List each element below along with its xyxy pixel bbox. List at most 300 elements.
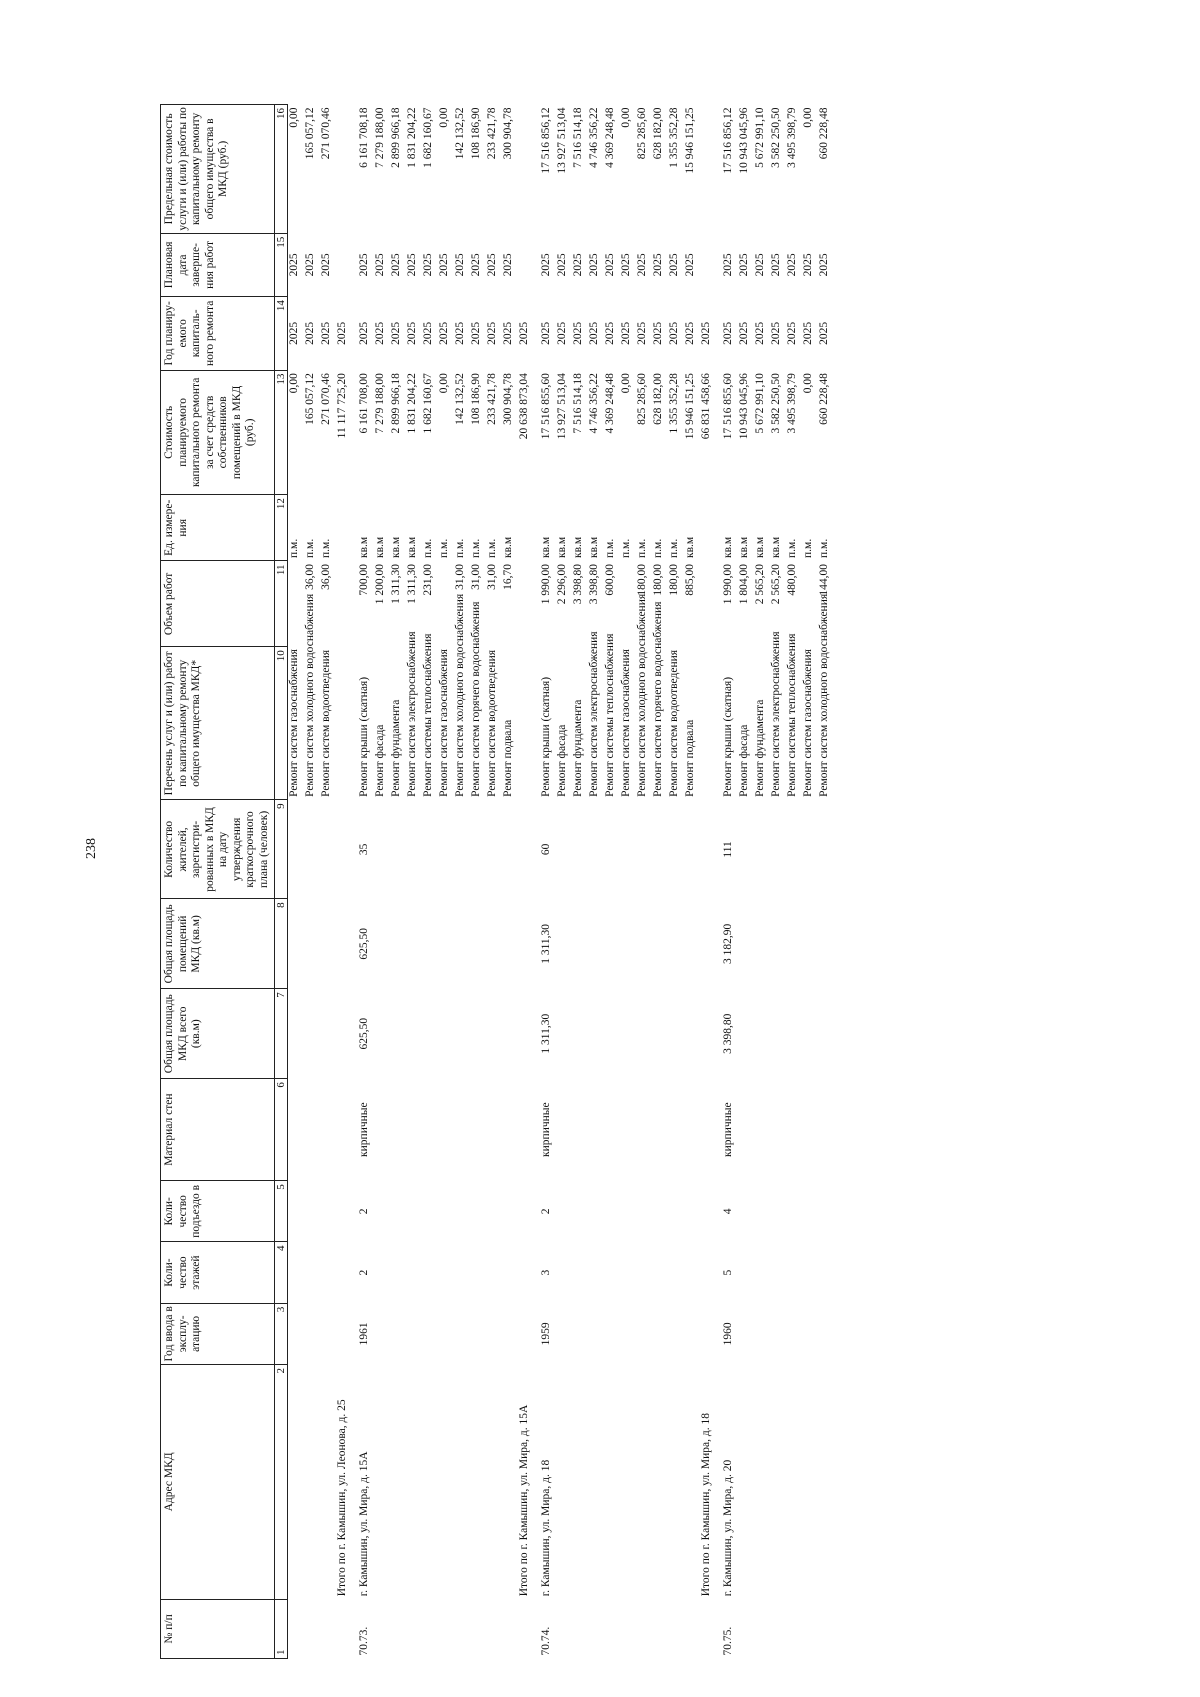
limit-cost xyxy=(518,105,534,234)
planned-year: 2025 xyxy=(358,321,371,345)
wall-material xyxy=(604,1079,620,1181)
row-number xyxy=(374,1599,390,1658)
floors xyxy=(668,1242,684,1303)
limit-cost: 3 582 250,50 xyxy=(770,107,783,168)
column-number: 14 xyxy=(274,297,288,371)
work-volume: 2 296,00 xyxy=(556,563,569,605)
wall-material: кирпичные xyxy=(358,1102,371,1157)
work-volume: 31,00 xyxy=(454,563,467,590)
area-total xyxy=(786,989,802,1079)
planned-year: 2025 xyxy=(470,321,483,345)
entrances: 2 xyxy=(540,1208,553,1215)
floors xyxy=(304,1242,320,1303)
residents xyxy=(438,800,454,899)
total-year: 2025 xyxy=(336,321,349,345)
area-total xyxy=(390,989,406,1079)
repair-cost: 10 943 045,96 xyxy=(738,373,751,440)
table-row xyxy=(604,105,620,1659)
work-volume: 1 804,00 xyxy=(738,563,751,605)
unit: кв.м xyxy=(374,536,387,558)
residents xyxy=(620,800,636,899)
wall-material xyxy=(556,1079,572,1181)
unit: п.м. xyxy=(304,538,317,558)
total-row xyxy=(336,105,352,1659)
table-row xyxy=(470,105,486,1659)
limit-cost: 0,00 xyxy=(620,107,633,128)
floors xyxy=(786,1242,802,1303)
work-item: Ремонт систем холодного водоснабжения xyxy=(304,593,317,797)
area-rooms xyxy=(374,899,390,989)
floors xyxy=(604,1242,620,1303)
area-rooms xyxy=(422,899,438,989)
address xyxy=(556,1364,572,1599)
end-date: 2025 xyxy=(470,253,483,277)
entrances xyxy=(470,1181,486,1242)
planned-year: 2025 xyxy=(320,321,333,345)
area-rooms xyxy=(620,899,636,989)
unit xyxy=(700,495,716,561)
unit: кв.м xyxy=(502,536,515,558)
work-volume: 1 200,00 xyxy=(374,563,387,605)
entrances xyxy=(422,1181,438,1242)
address xyxy=(786,1364,802,1599)
wall-material xyxy=(454,1079,470,1181)
year-built xyxy=(406,1303,422,1364)
work-volume xyxy=(438,561,454,647)
planned-year: 2025 xyxy=(802,321,815,345)
wall-material xyxy=(422,1079,438,1181)
area-total xyxy=(470,989,486,1079)
year-built xyxy=(454,1303,470,1364)
address xyxy=(502,1364,518,1599)
work-volume: 700,00 xyxy=(358,563,371,596)
repair-cost: 6 161 708,00 xyxy=(358,373,371,434)
floors xyxy=(406,1242,422,1303)
address xyxy=(636,1364,652,1599)
planned-year: 2025 xyxy=(454,321,467,345)
unit: кв.м xyxy=(684,536,697,558)
header-cell: № п/п xyxy=(161,1599,275,1658)
address xyxy=(390,1364,406,1599)
limit-cost: 142 132,52 xyxy=(454,107,467,160)
wall-material xyxy=(818,1079,834,1181)
wall-material xyxy=(304,1079,320,1181)
entrances xyxy=(438,1181,454,1242)
address xyxy=(374,1364,390,1599)
planned-year: 2025 xyxy=(604,321,617,345)
floors xyxy=(288,1242,305,1303)
floors: 5 xyxy=(722,1269,735,1276)
floors xyxy=(802,1242,818,1303)
work-volume xyxy=(700,561,716,647)
area-total xyxy=(438,989,454,1079)
unit xyxy=(336,495,352,561)
residents xyxy=(572,800,588,899)
residents xyxy=(454,800,470,899)
end-date: 2025 xyxy=(604,253,617,277)
column-number: 10 xyxy=(274,647,288,800)
work-item: Ремонт подвала xyxy=(684,719,697,797)
entrances xyxy=(556,1181,572,1242)
end-date xyxy=(336,233,352,296)
floors xyxy=(572,1242,588,1303)
entrances xyxy=(668,1181,684,1242)
work-item: Ремонт систем холодного водоснабжения xyxy=(636,593,649,797)
limit-cost: 13 927 513,04 xyxy=(556,107,569,174)
area-rooms xyxy=(556,899,572,989)
row-number xyxy=(288,1599,305,1658)
table-row xyxy=(620,105,636,1659)
planned-year: 2025 xyxy=(722,321,735,345)
wall-material xyxy=(802,1079,818,1181)
limit-cost: 165 057,12 xyxy=(304,107,317,160)
column-number-row xyxy=(274,105,288,1659)
work-item: Ремонт системы теплоснабжения xyxy=(604,633,617,797)
header-row xyxy=(161,105,275,1659)
unit: кв.м xyxy=(556,536,569,558)
residents xyxy=(390,800,406,899)
limit-cost: 0,00 xyxy=(438,107,451,128)
work-volume: 2 565,20 xyxy=(770,563,783,605)
area-rooms xyxy=(668,899,684,989)
residents xyxy=(738,800,754,899)
work-item: Ремонт систем электроснабжения xyxy=(406,631,419,797)
area-total xyxy=(802,989,818,1079)
planned-year: 2025 xyxy=(486,321,499,345)
row-number xyxy=(604,1599,620,1658)
limit-cost: 1 355 352,28 xyxy=(668,107,681,168)
total-cost: 11 117 725,20 xyxy=(336,373,349,439)
work-volume xyxy=(288,561,305,647)
repair-cost: 300 904,78 xyxy=(502,373,515,425)
work-item: Ремонт фасада xyxy=(738,724,751,797)
work-item: Ремонт систем холодного водоснабжения xyxy=(818,593,831,797)
year-built xyxy=(374,1303,390,1364)
row-number xyxy=(636,1599,652,1658)
limit-cost: 5 672 991,10 xyxy=(754,107,767,168)
work-volume: 3 398,80 xyxy=(588,563,601,605)
end-date: 2025 xyxy=(636,253,649,277)
end-date: 2025 xyxy=(540,253,553,277)
limit-cost: 7 516 514,18 xyxy=(572,107,585,168)
end-date: 2025 xyxy=(422,253,435,277)
address xyxy=(668,1364,684,1599)
floors xyxy=(818,1242,834,1303)
row-number xyxy=(470,1599,486,1658)
address xyxy=(770,1364,786,1599)
year-built xyxy=(754,1303,770,1364)
year-built xyxy=(636,1303,652,1364)
column-number: 12 xyxy=(274,495,288,561)
work-volume: 36,00 xyxy=(304,563,317,590)
column-number: 3 xyxy=(274,1303,288,1364)
residents xyxy=(684,800,700,899)
row-number xyxy=(588,1599,604,1658)
total-label: Итого по г. Камышин, ул. Мира, д. 18 xyxy=(700,1412,713,1597)
unit: п.м. xyxy=(486,538,499,558)
address xyxy=(486,1364,502,1599)
residents xyxy=(604,800,620,899)
end-date: 2025 xyxy=(722,253,735,277)
header-cell: Плановая дата заверше-ния работ xyxy=(161,233,275,296)
work-volume: 231,00 xyxy=(422,563,435,596)
table-body xyxy=(288,105,835,1659)
work-volume: 1 311,30 xyxy=(390,563,403,604)
planned-year: 2025 xyxy=(572,321,585,345)
wall-material xyxy=(502,1079,518,1181)
residents: 111 xyxy=(722,841,735,858)
row-number xyxy=(556,1599,572,1658)
area-rooms xyxy=(470,899,486,989)
address xyxy=(652,1364,668,1599)
limit-cost: 6 161 708,18 xyxy=(358,107,371,168)
address: г. Камышин, ул. Мира, д. 18 xyxy=(540,1459,553,1597)
unit: п.м. xyxy=(636,538,649,558)
row-number xyxy=(754,1599,770,1658)
limit-cost: 7 279 188,00 xyxy=(374,107,387,168)
area-total xyxy=(588,989,604,1079)
work-volume: 600,00 xyxy=(604,563,617,596)
header-cell: Коли-чество подъездо в xyxy=(161,1181,275,1242)
repair-cost: 165 057,12 xyxy=(304,373,317,425)
end-date: 2025 xyxy=(288,253,301,277)
repair-cost: 2 899 966,18 xyxy=(390,373,403,434)
work-volume: 885,00 xyxy=(684,563,697,596)
row-number xyxy=(770,1599,786,1658)
unit: кв.м xyxy=(754,536,767,558)
area-rooms xyxy=(684,899,700,989)
end-date xyxy=(700,233,716,296)
residents: 35 xyxy=(358,843,371,856)
area-rooms: 1 311,30 xyxy=(540,923,553,964)
end-date: 2025 xyxy=(556,253,569,277)
area-total: 1 311,30 xyxy=(540,1013,553,1054)
year-built xyxy=(786,1303,802,1364)
wall-material xyxy=(636,1079,652,1181)
table-row xyxy=(486,105,502,1659)
column-number: 16 xyxy=(274,105,288,234)
end-date xyxy=(518,233,534,296)
row-number xyxy=(620,1599,636,1658)
work-volume: 180,00 xyxy=(668,563,681,596)
floors xyxy=(652,1242,668,1303)
floors xyxy=(684,1242,700,1303)
repair-cost: 271 070,46 xyxy=(320,373,333,425)
table-row xyxy=(438,105,454,1659)
area-rooms xyxy=(304,899,320,989)
area-total xyxy=(636,989,652,1079)
table-row xyxy=(534,105,556,1659)
repair-cost: 0,00 xyxy=(620,373,633,394)
entrances xyxy=(454,1181,470,1242)
entrances xyxy=(786,1181,802,1242)
work-volume: 3 398,80 xyxy=(572,563,585,605)
floors xyxy=(754,1242,770,1303)
work-volume xyxy=(518,561,534,647)
residents xyxy=(502,800,518,899)
year-built xyxy=(556,1303,572,1364)
header-cell: Стоимость планируемого капитального ремонта за счет средств собственников помещений в МКД (руб.) xyxy=(161,370,275,495)
row-number xyxy=(818,1599,834,1658)
end-date: 2025 xyxy=(652,253,665,277)
row-number xyxy=(700,1599,716,1658)
entrances xyxy=(588,1181,604,1242)
row-number xyxy=(406,1599,422,1658)
work-item: Ремонт систем газоснабжения xyxy=(288,649,301,797)
area-rooms xyxy=(770,899,786,989)
limit-cost: 0,00 xyxy=(802,107,815,128)
year-built xyxy=(486,1303,502,1364)
area-rooms xyxy=(502,899,518,989)
limit-cost: 825 285,60 xyxy=(636,107,649,160)
row-number: 70.75. xyxy=(722,1626,735,1656)
row-number xyxy=(438,1599,454,1658)
work-volume: 16,70 xyxy=(502,563,515,590)
column-number: 1 xyxy=(274,1599,288,1658)
table-row xyxy=(802,105,818,1659)
year-built xyxy=(438,1303,454,1364)
area-rooms xyxy=(454,899,470,989)
table-row xyxy=(684,105,700,1659)
area-total xyxy=(304,989,320,1079)
column-number: 7 xyxy=(274,989,288,1079)
header-cell: Год планиру-емого капиталь-ного ремонта xyxy=(161,297,275,371)
column-number: 9 xyxy=(274,800,288,899)
end-date: 2025 xyxy=(754,253,767,277)
entrances xyxy=(390,1181,406,1242)
floors: 2 xyxy=(358,1269,371,1276)
unit: п.м. xyxy=(288,538,301,558)
area-rooms xyxy=(288,899,305,989)
total-label: Итого по г. Камышин, ул. Леонова, д. 25 xyxy=(336,1399,349,1597)
header-cell: Коли-чество этажей xyxy=(161,1242,275,1303)
year-built xyxy=(770,1303,786,1364)
work-volume: 2 565,20 xyxy=(754,563,767,605)
area-rooms xyxy=(438,899,454,989)
planned-year: 2025 xyxy=(770,321,783,345)
area-total: 625,50 xyxy=(358,1017,371,1050)
row-number xyxy=(684,1599,700,1658)
address xyxy=(818,1364,834,1599)
repair-cost: 7 279 188,00 xyxy=(374,373,387,434)
repair-cost: 1 682 160,67 xyxy=(422,373,435,434)
work-item: Ремонт фасада xyxy=(374,724,387,797)
work-item: Ремонт подвала xyxy=(502,719,515,797)
table-row xyxy=(770,105,786,1659)
unit: кв.м xyxy=(572,536,585,558)
limit-cost: 0,00 xyxy=(288,107,301,128)
limit-cost: 1 831 204,22 xyxy=(406,107,419,168)
header-cell: Год ввода в эксплу-атацию xyxy=(161,1303,275,1364)
repair-cost: 0,00 xyxy=(802,373,815,394)
table-row xyxy=(556,105,572,1659)
limit-cost: 10 943 045,96 xyxy=(738,107,751,174)
capital-repair-table xyxy=(160,104,834,1659)
residents xyxy=(818,800,834,899)
year-built: 1961 xyxy=(358,1322,371,1346)
residents xyxy=(770,800,786,899)
area-total xyxy=(684,989,700,1079)
table-row xyxy=(320,105,336,1659)
planned-year: 2025 xyxy=(786,321,799,345)
end-date: 2025 xyxy=(438,253,451,277)
unit: п.м. xyxy=(422,538,435,558)
residents xyxy=(556,800,572,899)
entrances xyxy=(818,1181,834,1242)
repair-cost: 17 516 855,60 xyxy=(722,373,735,440)
address: г. Камышин, ул. Мира, д. 15А xyxy=(358,1451,371,1597)
address xyxy=(738,1364,754,1599)
residents xyxy=(374,800,390,899)
table-row xyxy=(588,105,604,1659)
residents xyxy=(288,800,305,899)
work-item: Ремонт систем водоотведения xyxy=(668,649,681,797)
wall-material xyxy=(738,1079,754,1181)
row-number xyxy=(486,1599,502,1658)
residents: 60 xyxy=(540,843,553,856)
work-volume: 1 311,30 xyxy=(406,563,419,604)
floors xyxy=(770,1242,786,1303)
end-date: 2025 xyxy=(486,253,499,277)
row-number xyxy=(320,1599,336,1658)
table-row xyxy=(374,105,390,1659)
end-date: 2025 xyxy=(684,253,697,277)
address xyxy=(684,1364,700,1599)
address xyxy=(754,1364,770,1599)
area-rooms xyxy=(572,899,588,989)
floors xyxy=(502,1242,518,1303)
entrances xyxy=(604,1181,620,1242)
row-number xyxy=(390,1599,406,1658)
planned-year: 2025 xyxy=(738,321,751,345)
area-rooms xyxy=(320,899,336,989)
row-number xyxy=(336,1599,352,1658)
table-row xyxy=(786,105,802,1659)
column-number: 5 xyxy=(274,1181,288,1242)
address xyxy=(438,1364,454,1599)
residents xyxy=(406,800,422,899)
wall-material xyxy=(684,1079,700,1181)
address xyxy=(588,1364,604,1599)
work-item: Ремонт систем газоснабжения xyxy=(802,649,815,797)
floors xyxy=(422,1242,438,1303)
header-cell: Объем работ xyxy=(161,561,275,647)
entrances xyxy=(620,1181,636,1242)
planned-year: 2025 xyxy=(374,321,387,345)
area-rooms xyxy=(604,899,620,989)
end-date: 2025 xyxy=(358,253,371,277)
area-total xyxy=(754,989,770,1079)
limit-cost: 4 369 248,48 xyxy=(604,107,617,168)
limit-cost: 300 904,78 xyxy=(502,107,515,160)
area-rooms xyxy=(652,899,668,989)
wall-material xyxy=(470,1079,486,1181)
area-total xyxy=(818,989,834,1079)
end-date: 2025 xyxy=(786,253,799,277)
header-cell: Адрес МКД xyxy=(161,1364,275,1599)
work-item: Ремонт систем горячего водоснабжения xyxy=(470,601,483,797)
repair-cost: 13 927 513,04 xyxy=(556,373,569,440)
work-item: Ремонт фундамента xyxy=(390,699,403,797)
work-volume xyxy=(802,561,818,647)
table-row xyxy=(454,105,470,1659)
planned-year: 2025 xyxy=(304,321,317,345)
year-built xyxy=(390,1303,406,1364)
header-cell: Общая площадь МКД всего (кв.м) xyxy=(161,989,275,1079)
address: г. Камышин, ул. Мира, д. 20 xyxy=(722,1459,735,1597)
end-date: 2025 xyxy=(390,253,403,277)
area-rooms xyxy=(406,899,422,989)
